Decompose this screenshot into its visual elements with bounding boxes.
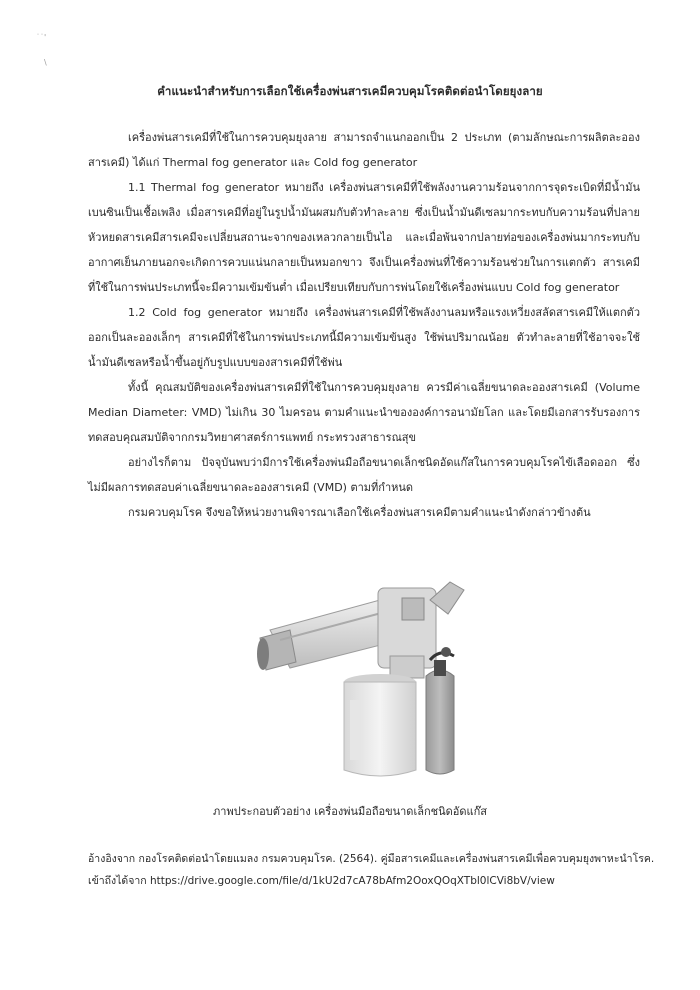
paragraph-request: กรมควบคุมโรค จึงขอให้หน่วยงานพิจารณาเลือกใช้เครื่องพ่นสารเคมีตามคำแนะนำดังกล่าวข้างต้น xyxy=(128,506,591,519)
document-title: คำแนะนำสำหรับการเลือกใช้เครื่องพ่นสารเคมีควบคุมโรคติดต่อนำโดยยุงลาย xyxy=(157,84,543,98)
scan-speck-2: \ xyxy=(44,58,47,67)
reference-citation: อ้างอิงจาก กองโรคติดต่อนำโดยแมลง กรมควบคุมโรค. (2564). คู่มือสารเคมีและเครื่องพ่นสารเคมีเพื่อควบคุมยุงพาหะนำโรค. xyxy=(88,853,655,865)
reference-url: เข้าถึงได้จาก https://drive.google.com/file/d/1kU2d7cA78bAfm2OoxQOqXTbl0lCVi8bV/view xyxy=(88,875,555,887)
document-body xyxy=(88,125,640,525)
scan-speck: ˙˙' xyxy=(36,33,47,42)
paragraph-vmd: ทั้งนี้ คุณสมบัติของเครื่องพ่นสารเคมีที่ใช้ในการควบคุมยุงลาย ควรมีค่าเฉลี่ยขนาดละอองสารเคมี (Volume Median Diameter: VMD) ไม่เกิน 30 ไมครอน ตามคำแนะนำขององค์การอนามัยโลก และโดยมีเอกสารรับรองการทดสอบคุณสมบัติจากกรมวิทยาศาสตร์การแพทย์ กระทรวงสาธารณสุข xyxy=(88,381,640,444)
fogger-illustration xyxy=(250,560,490,785)
paragraph-intro: เครื่องพ่นสารเคมีที่ใช้ในการควบคุมยุงลาย สามารถจำแนกออกเป็น 2 ประเภท (ตามลักษณะการผลิตละอองสารเคมี) ได้แก่ Thermal fog generator และ Cold fog generator xyxy=(88,131,640,169)
fogger-tank xyxy=(344,674,416,776)
reference xyxy=(88,848,655,892)
paragraph-however: อย่างไรก็ตาม ปัจจุบันพบว่ามีการใช้เครื่องพ่นมือถือขนาดเล็กชนิดอัดแก๊สในการควบคุมโรคไข้เลือดออก ซึ่งไม่มีผลการทดสอบค่าเฉลี่ยขนาดละอองสารเคมี (VMD) ตามที่กำหนด xyxy=(88,456,640,494)
paragraph-thermal-fog: 1.1 Thermal fog generator หมายถึง เครื่องพ่นสารเคมีที่ใช้พลังงานความร้อนจากการจุดระเบิดที่มีน้ำมันเบนซินเป็นเชื้อเพลิง เมื่อสารเคมีที่อยู่ในรูปน้ำมันผสมกับตัวทำละลาย ซึ่งเป็นน้ำมันดีเซลมากระทบกับความร้อนที่ปลายหัวหยดสารเคมีสารเคมีจะเปลี่ยนสถานะจากของเหลวกลายเป็นไอ และเมื่อพ้นจากปลายท่อของเครื่องพ่นมากระทบกับอากาศเย็นภายนอกจะเกิดการควบแน่นกลายเป็นหมอกขาว จึงเป็นเครื่องพ่นที่ใช้ความร้อนช่วยในการแตกตัว สารเคมีที่ใช้ในการพ่นประเภทนี้จะมีความเข้มข้นต่ำ เมื่อเปรียบเทียบกับการพ่นโดยใช้เครื่องพ่นแบบ Cold fog generator xyxy=(88,181,640,294)
figure-caption: ภาพประกอบตัวอย่าง เครื่องพ่นมือถือขนาดเล็กชนิดอัดแก๊ส xyxy=(213,805,487,818)
paragraph-cold-fog: 1.2 Cold fog generator หมายถึง เครื่องพ่นสารเคมีที่ใช้พลังงานลมหรือแรงเหวี่ยงสลัดสารเคมีให้แตกตัวออกเป็นละอองเล็กๆ สารเคมีที่ใช้ในการพ่นประเภทนี้มีความเข้มข้นสูง ใช้พ่นปริมาณน้อย ตัวทำละลายที่ใช้อาจจะใช้น้ำมันดีเซลหรือน้ำขึ้นอยู่กับรูปแบบของสารเคมีที่ใช้พ่น xyxy=(88,306,640,369)
fogger-body xyxy=(378,582,464,678)
